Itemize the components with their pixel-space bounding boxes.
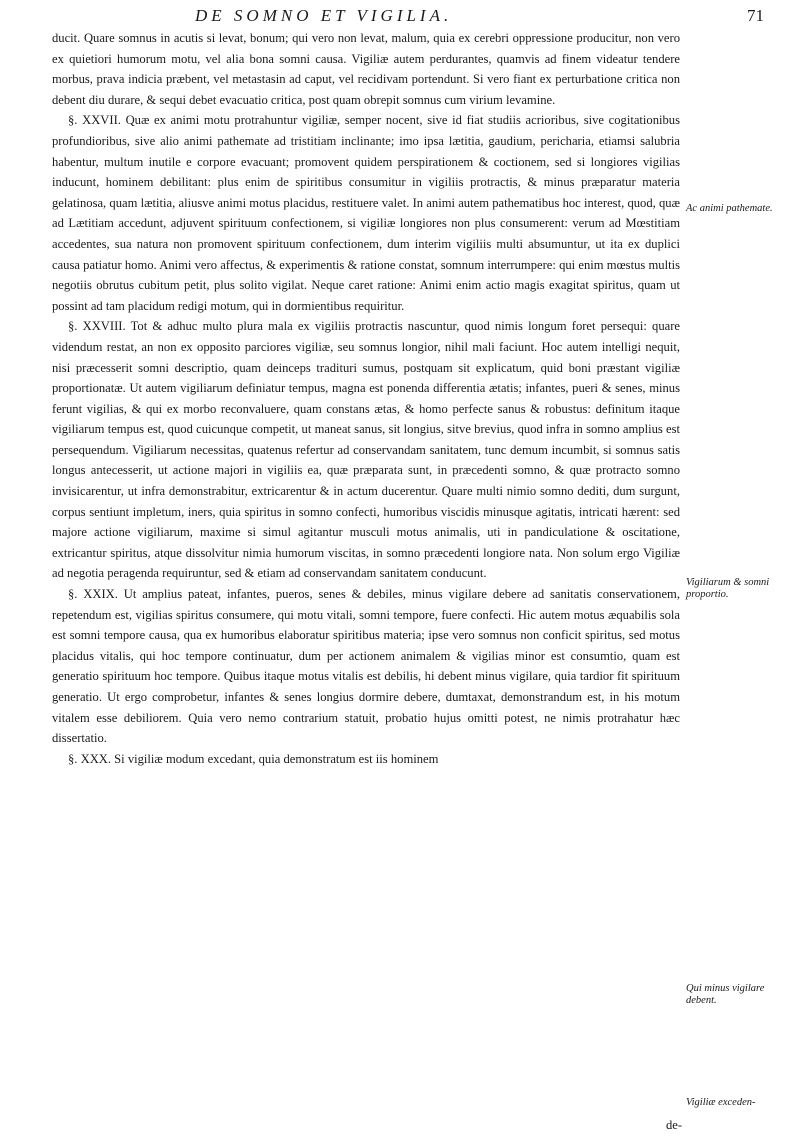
margin-note-vigiliarum-proportio: Vigiliarum & somni proportio. [686, 577, 770, 600]
margin-note-animi-pathemate: Ac animi pathemate. [686, 203, 773, 214]
section-xxviii: §. XXVIII. Tot & adhuc multo plura mala ex vigiliis protractis nascuntur, quod nimis longum foret persequi: quare videndum restat, an non ex opposito parciores vigiliæ, seu somnus longior, nihil mali faciunt. Hoc autem intelligi nequit, nisi præcesserit somni descriptio, quam deinceps tradituri sumus, postquam sit explicatum, quid boni præstant vigiliæ proportionatæ. Ut autem vigiliarum definiatur tempus, magna est ponenda differentia ætatis; infantes, pueri & senes, minus ferunt vigilias, & qui ex morbo reconvaluere, quam constans ætas, & homo perfecte sanus & robustus: definitum itaque vigiliarum tempus est, quod cuicunque competit, ut maneat sanus, sit longius, sitve brevius, quod infra in somno amplius est persequendum. Vigiliarum necessitas, quatenus refertur ad conservandam sanitatem, tunc demum incumbit, si somnus satis longus antecesserit, ut actione majori in vigiliis ea, quæ præparata sunt, in præcedenti somno, & quæ protracto somno invisicarentur, ut infra demonstrabitur, extricarentur & in actum ducerentur. Quare multi nimio somno dediti, dum surgunt, corpus sentiunt impletum, iners, quia spiritus in somno confecti, humoribus viscidis minusque agitatis, intricati hærent: sed majore actione vigiliarum, maxime si simul agitantur musculi motus animalis, uti in pandiculatione & oscitatione, extricantur spiritus, atque dissolvitur nimia humorum viscitas, in somno præcedenti longiore nata. Non solum ergo Vigiliæ ad negotia peragenda requiruntur, sed & etiam ad conservandam sanitatem conducunt. [52, 319, 680, 581]
section-xxx: §. XXX. Si vigiliæ modum excedant, quia demonstratum est iis hominem [68, 751, 439, 766]
catchword: de- [666, 1118, 683, 1132]
section-xxvii: §. XXVII. Quæ ex animi motu protrahuntur vigiliæ, semper nocent, sive id fiat studiis acrioribus, sive cogitationibus profundioribus, sive alio animi pathemate ad tristitiam inclinante; imo ipsa lætitia, gaudium, pericharia, etiamsi salubria habentur, multum inutile e corpore evacuant; promovent quidem perspirationem & coctionem, sed si longiores vigilias inducunt, hominem debilitant: plus enim de spiritibus consumitur in vigiliis protractis, & minus præparatur materia gelatinosa, quam lætitia, aliusve animi motus placidus, restituere valet. In animi autem pathematibus hoc interest, quod, quæ ad Lætitiam accedunt, adjuvent spirituum confectionem, si vigiliæ longiores non plus consumerent: verum ad Mœstitiam accedentes, sua natura non promovent spirituum confectionem, dum interim vigiliis multi absumuntur, ut ita ex duplici causa patiatur homo. Animi vero affectus, & experimentis & ratione constat, somnum interrumpere: qui enim mœstus multis negotiis obrutus cubitum petit, plus solito vigilat. Neque caret ratione: Animi enim actio magis exagitat spiritus, quam ut possint ad tam placidum redigi motum, qui in dormientibus requiritur. [52, 113, 680, 313]
running-title: DE SOMNO ET VIGILIA. [195, 6, 453, 25]
page-header [0, 6, 800, 30]
paragraph-continuation: ducit. Quare somnus in acutis si levat, bonum; qui vero non levat, malum, quia ex cerebri oppressione producitur, non vero ex quietiori humorum motu, vel alia bona somni causa. Vigiliæ autem perdurantes, quamvis ad finem videatur tendere morbus, prava indicia præbent, vel metastasin ad caput, vel recidivam portendunt. Si vero fiant ex perturbatione critica non debent diu durare, & sequi debet evacuatio critica, post quam obrepit somnus cum virium levamine. [52, 31, 680, 107]
section-xxix: §. XXIX. Ut amplius pateat, infantes, pueros, senes & debiles, minus vigilare debere ad sanitatis conservationem, repetendum est, vigilias spiritus consumere, qui motu vitali, somni tempore, fuere confecti. Hic autem motus æquabilis sola est somni tempore causa, qua ex humoribus elaboratur spiritibus materia; ipse vero somnus non conficit spiritus, sed motus placidus vitalis, qui hoc tempore continuatur, dum per actionem animalem & vigilias minor est consumtio, quam est generatio spirituum hoc tempore. Quibus itaque motus vitalis est debilis, hi debent minus vigilare, quia tardior fit spirituum generatio. Ut ergo comprobetur, infantes & senes longius dormire debere, dumtaxat, demonstrandum est, in his motum vitalem esse debiliorem. Quia vero nemo contrarium statuit, probatio hujus omitti potest, ne nimis protrahatur hæc dissertatio. [52, 587, 680, 746]
margin-note-qui-minus-vigilare: Qui minus vigilare debent. [686, 983, 765, 1006]
page-number: 71 [747, 6, 764, 25]
body-text [52, 28, 680, 769]
margin-note-vigiliae-excedentes: Vigiliæ exceden- [686, 1097, 756, 1108]
